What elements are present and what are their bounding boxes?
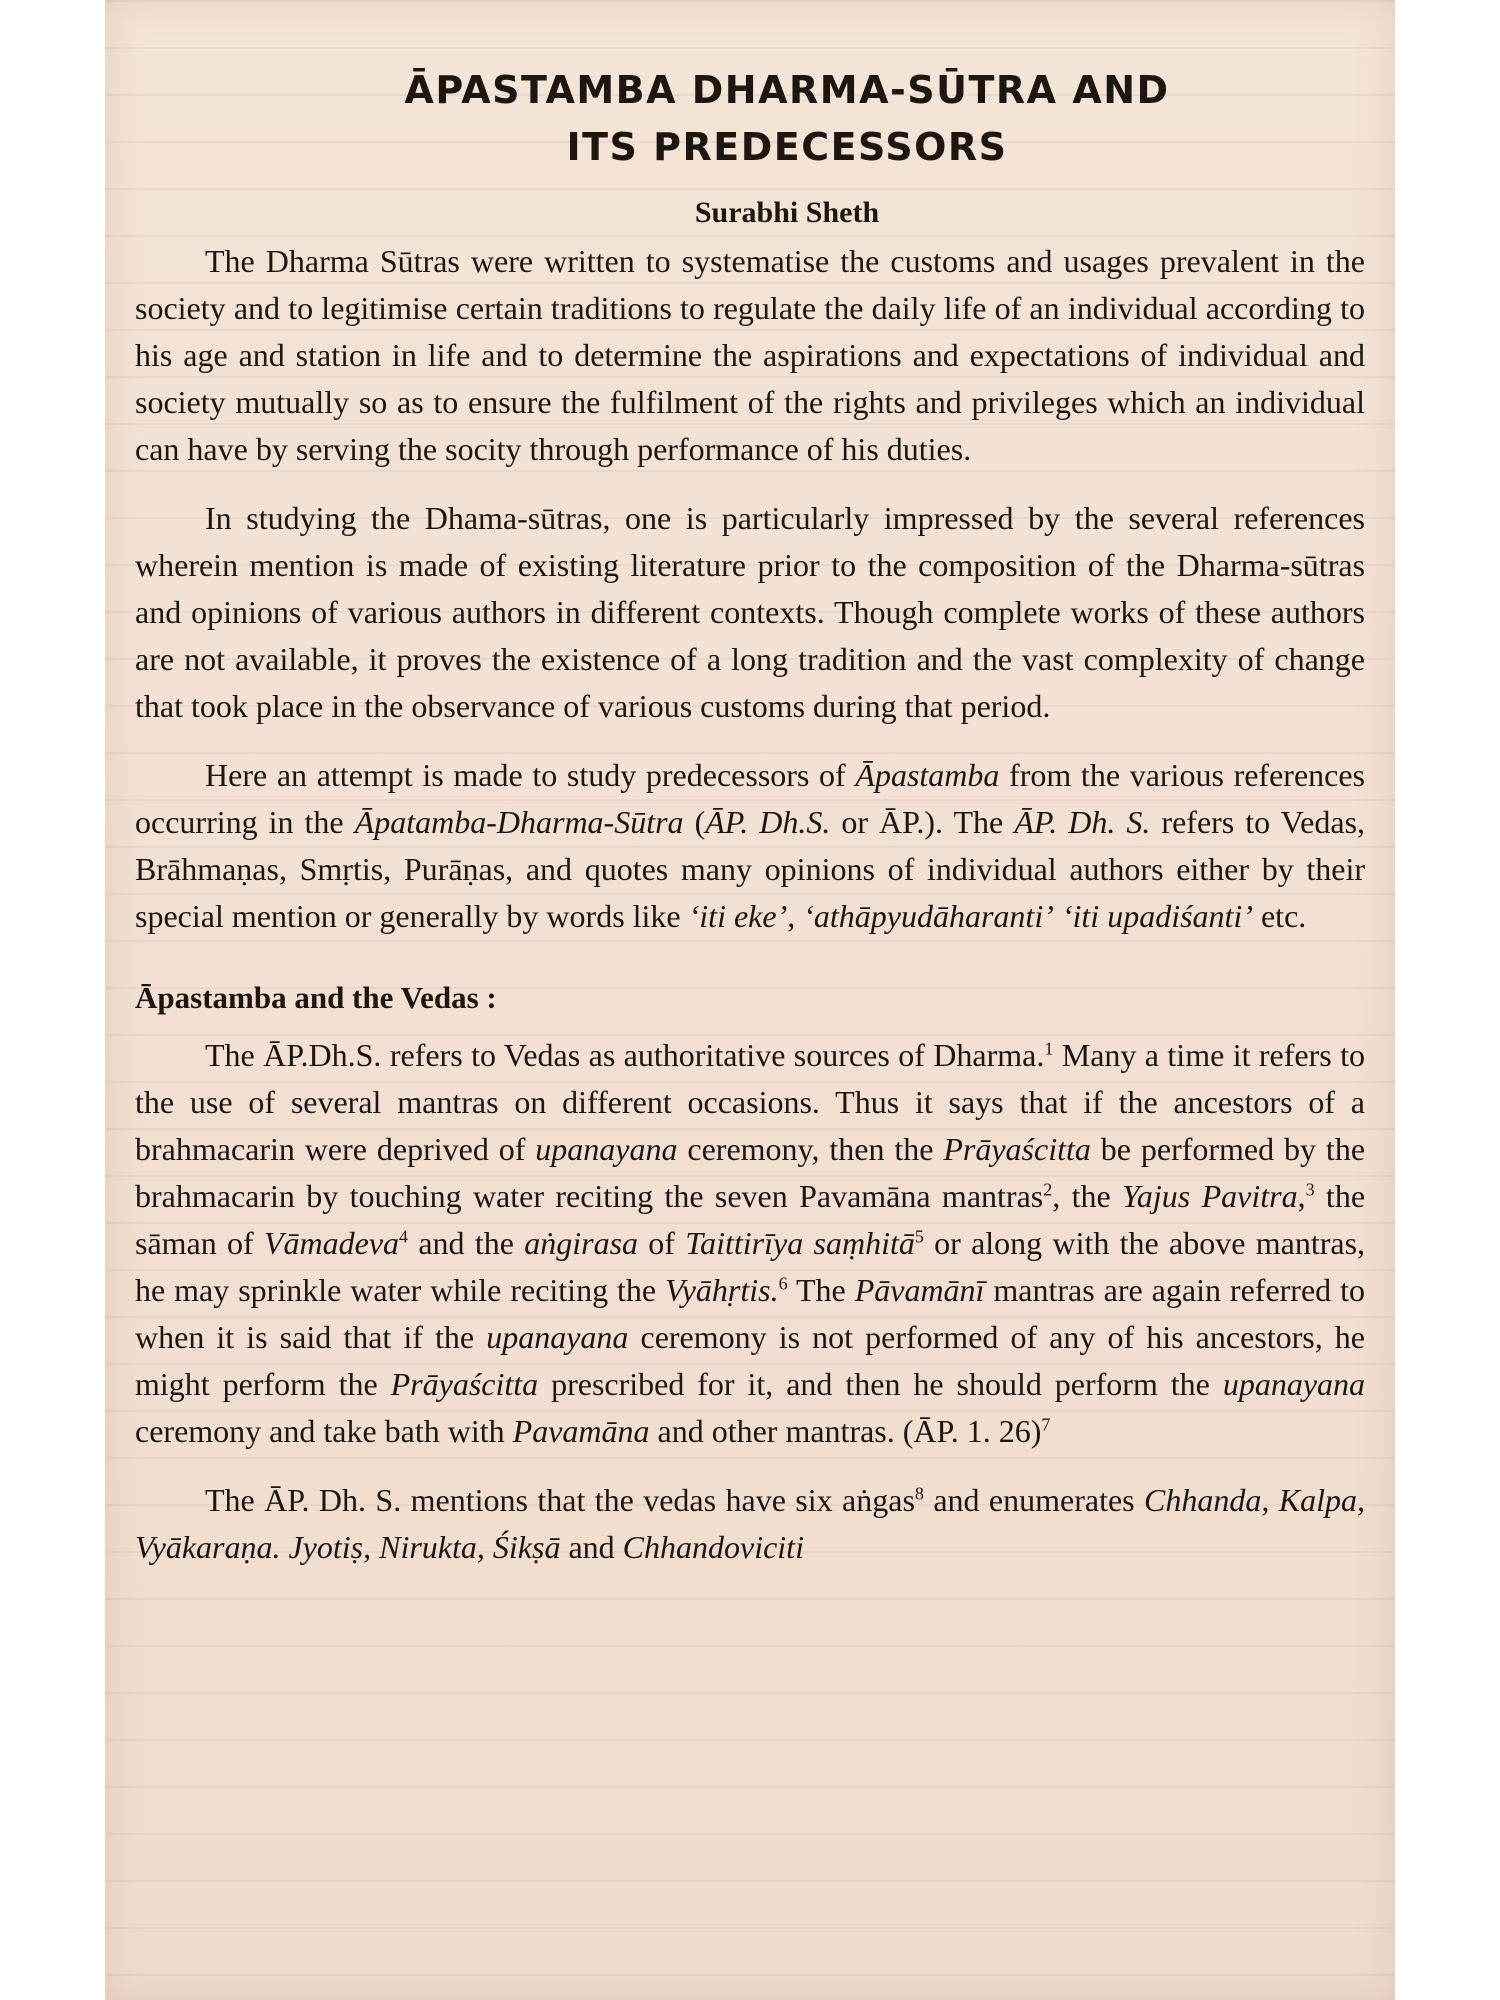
italic-term: ĀP. Dh. S. <box>1014 804 1151 840</box>
italic-term: Prāyaścitta <box>390 1366 539 1402</box>
text: , the <box>1052 1178 1123 1214</box>
footnote-ref: 6 <box>778 1273 788 1294</box>
italic-term: Vāmadeva <box>263 1225 400 1261</box>
text: from the various references occurring in the <box>135 757 1366 840</box>
text: , <box>787 898 804 934</box>
text: , <box>1297 1178 1306 1214</box>
italic-term: ‘iti upadiśanti’ <box>1061 898 1253 934</box>
paragraph-3 <box>135 752 1365 940</box>
italic-term: Pavamāna <box>512 1413 650 1449</box>
scanned-page <box>105 0 1395 2000</box>
text: ( <box>683 804 706 840</box>
italic-term: Yajus Pavitra <box>1122 1178 1298 1214</box>
footnote-ref: 1 <box>1044 1038 1054 1059</box>
italic-term: upanayana <box>1222 1366 1366 1402</box>
section-heading: Āpastamba and the Vedas : <box>135 980 497 1015</box>
footnote-ref: 2 <box>1043 1179 1053 1200</box>
text: prescribed for it, and then he should perform the <box>538 1366 1223 1402</box>
italic-term: Āpatamba-Dharma-Sūtra <box>354 804 684 840</box>
article-title <box>209 62 1365 176</box>
text: Here an attempt is made to study predecessors of <box>205 757 856 793</box>
text: and enumerates <box>923 1482 1145 1518</box>
text: The ĀP.Dh.S. refers to Vedas as authoritative sources of Dharma. <box>205 1037 1045 1073</box>
paragraph-2: In studying the Dhama-sūtras, one is particularly impressed by the several references wherein mention is made of existing literature prior to the composition of the Dharma-sūtras and opinions of various authors in different contexts. Though complete works of these authors are not available, it proves the existence of a long tradition and the vast complexity of change that took place in the observance of various customs during that period. <box>135 500 1365 724</box>
italic-term: upanayana <box>486 1319 629 1355</box>
text: be performed by the brahmacarin by touching water reciting the seven Pavamāna mantras <box>135 1131 1366 1214</box>
text: and <box>560 1529 623 1565</box>
text: the sāman of <box>135 1178 1366 1261</box>
text: The <box>787 1272 855 1308</box>
paragraph-5 <box>135 1477 1365 1571</box>
text: etc. <box>1252 898 1307 934</box>
text <box>1054 898 1062 934</box>
text: of <box>638 1225 686 1261</box>
italic-term: ĀP. Dh.S. <box>705 804 831 840</box>
italic-term: upanayana <box>535 1131 678 1167</box>
text: ceremony, then the <box>677 1131 944 1167</box>
italic-term: Prāyaścitta <box>943 1131 1091 1167</box>
footnote-ref: 4 <box>399 1226 409 1247</box>
footnote-ref: 8 <box>914 1483 924 1504</box>
text: and other mantras. (ĀP. 1. 26) <box>649 1413 1042 1449</box>
text: or along with the above mantras, he may sprinkle water while reciting the <box>135 1225 1366 1308</box>
italic-term: Āpastamba <box>855 757 1000 793</box>
italic-term: Chhandoviciti <box>622 1529 804 1565</box>
text: Many a time it refers to the use of several mantras on different occasions. Thus it says that if the ancestors of a brahmacarin were deprived of <box>135 1037 1366 1167</box>
article <box>135 62 1365 1593</box>
italic-term: Vyāhṛtis. <box>665 1272 779 1308</box>
italic-term: aṅgirasa <box>524 1225 639 1261</box>
italic-term: ‘athāpyudāharanti’ <box>803 898 1054 934</box>
italic-term: ‘iti eke’ <box>688 898 788 934</box>
author-name: Surabhi Sheth <box>694 196 880 229</box>
text: and the <box>408 1225 525 1261</box>
footnote-ref: 5 <box>914 1226 924 1247</box>
title-line-1: ĀPASTAMBA DHARMA-SŪTRA AND <box>404 68 1170 112</box>
title-line-2: ITS PREDECESSORS <box>566 125 1008 169</box>
text: The ĀP. Dh. S. mentions that the vedas have six aṅgas <box>205 1482 915 1518</box>
italic-term: Pāvamānī <box>854 1272 985 1308</box>
footnote-ref: 7 <box>1041 1414 1051 1435</box>
text: ceremony and take bath with <box>135 1413 513 1449</box>
text: or ĀP.). The <box>830 804 1015 840</box>
text: refers to Vedas, Brāhmaṇas, Smṛtis, Purāṇas, and quotes many opinions of individual authors either by their special mention or generally by words like <box>135 804 1366 934</box>
italic-term: Taittirīya saṃhitā <box>685 1225 915 1261</box>
text: mantras are again referred to when it is said that if the <box>135 1272 1366 1355</box>
paragraph-1: The Dharma Sūtras were written to systematise the customs and usages prevalent in the society and to legitimise certain traditions to regulate the daily life of an individual according to his age and station in life and to determine the aspirations and expectations of individual and society mutually so as to ensure the fulfilment of the rights and privileges which an individual can have by serving the socity through performance of his duties. <box>135 243 1365 467</box>
footnote-ref: 3 <box>1305 1179 1315 1200</box>
text: ceremony is not performed of any of his ancestors, he might perform the <box>135 1319 1366 1402</box>
paragraph-4 <box>135 1032 1365 1455</box>
italic-term: Chhanda, Kalpa, Vyākaraṇa. Jyotiṣ, Nirukta, Śikṣā <box>135 1482 1366 1565</box>
